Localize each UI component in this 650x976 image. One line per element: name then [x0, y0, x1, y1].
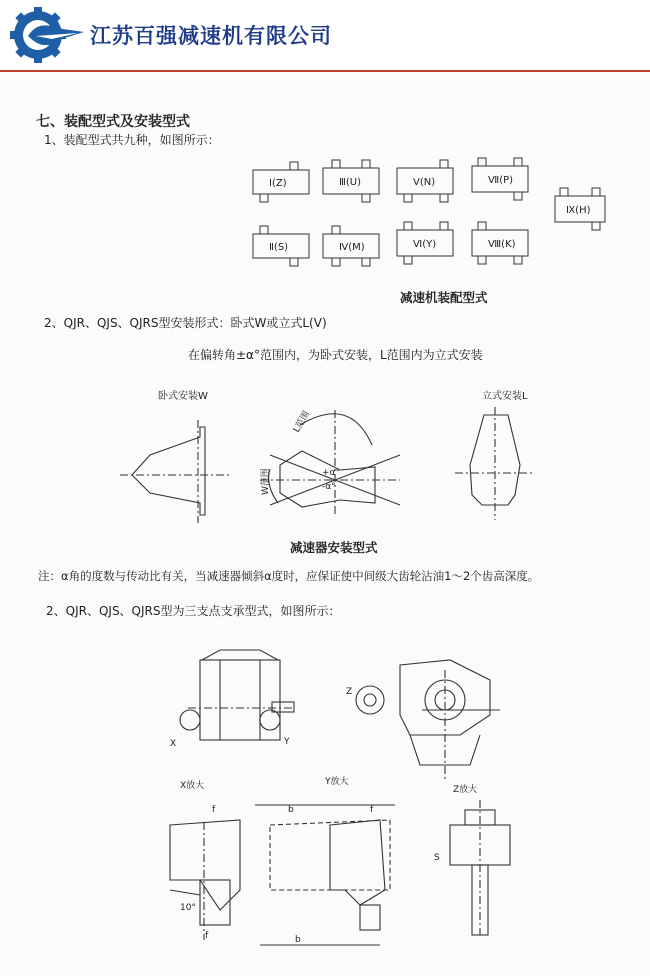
dim-b: b [288, 805, 294, 815]
minus-alpha-label: -α° [322, 482, 336, 492]
assembly-type-3: Ⅲ(U) [339, 177, 362, 188]
assembly-type-5: Ⅴ(N) [413, 177, 436, 188]
item-3-text: 2、QJR、QJS、QJRS型为三支点支承型式，如图所示： [46, 604, 341, 618]
assembly-type-8: Ⅷ(K) [488, 239, 516, 250]
label-y: Y [284, 737, 290, 747]
plus-alpha-label: +α° [322, 468, 340, 478]
item-1-text: 1、装配型式共九种，如图所示： [44, 133, 220, 147]
dim-f-left: f [212, 805, 216, 815]
x-zoom-label: X放大 [180, 781, 205, 791]
label-x: X [170, 739, 177, 749]
assembly-type-6: Ⅵ(Y) [413, 239, 437, 250]
assembly-types-figure [250, 150, 610, 300]
assembly-type-1: Ⅰ(Z) [269, 178, 287, 189]
page-header [0, 0, 650, 70]
dim-s: S [434, 853, 440, 863]
support-figure [160, 640, 530, 960]
dim-b-bottom: b [295, 935, 301, 945]
dim-f-right: f [370, 805, 374, 815]
section-title: 七、装配型式及安装型式 [36, 114, 190, 130]
assembly-type-7: Ⅶ(P) [488, 175, 514, 186]
installation-caption: 减速器安装型式 [290, 540, 378, 555]
l-range-label: L范围 [291, 409, 313, 435]
w-range-label: W范围 [261, 468, 271, 495]
y-zoom-label: Y放大 [325, 777, 349, 787]
company-name: 江苏百强减速机有限公司 [90, 24, 332, 48]
item-2-text: 2、QJR、QJS、QJRS型安装形式：卧式W或立式L(V) [44, 316, 327, 330]
assembly-caption: 减速机装配型式 [400, 290, 488, 305]
vertical-install-label: 立式安装L [482, 391, 528, 402]
angle-rule-text: 在偏转角±α°范围内，为卧式安装，L范围内为立式安装 [188, 348, 483, 362]
horizontal-install-label: 卧式安装W [158, 391, 208, 402]
note-text: 注：α角的度数与传动比有关，当减速器倾斜α度时，应保证使中间级大齿轮沾油1～2个齿高深度。 [38, 569, 540, 583]
dim-f-bottom: f [205, 931, 209, 941]
company-logo-icon [8, 6, 86, 64]
assembly-type-4: Ⅳ(M) [339, 242, 365, 253]
assembly-type-2: Ⅱ(S) [269, 242, 289, 253]
z-zoom-label: Z放大 [453, 785, 478, 795]
angle-10: 10° [180, 903, 196, 913]
assembly-type-9: Ⅸ(H) [566, 205, 591, 216]
label-z: Z [346, 687, 353, 697]
installation-figure [110, 385, 550, 530]
